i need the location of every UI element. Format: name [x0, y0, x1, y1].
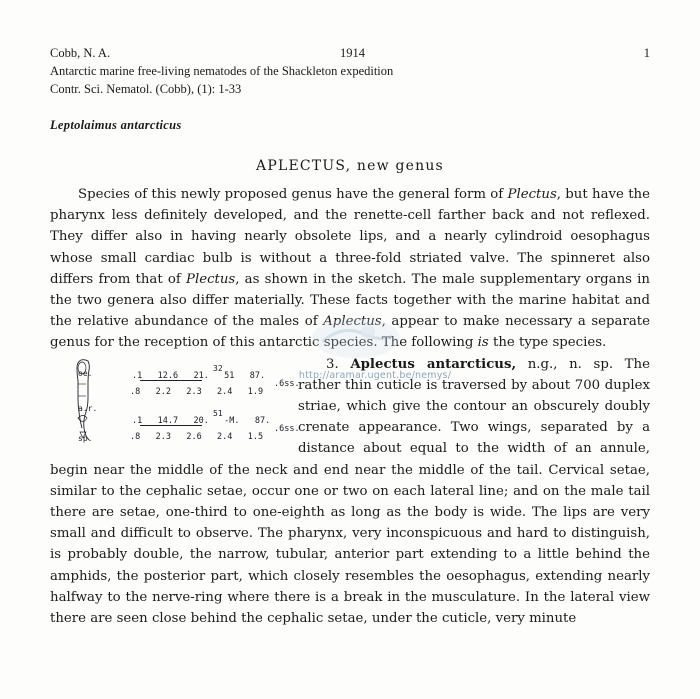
p1-text-4: , appear to make necessary a separate genus for the reception of this antarctic species. The following: [50, 314, 650, 351]
formula-r1-tail: .6ss.: [274, 378, 300, 389]
p1-italic-plectus-2: Plectus: [186, 271, 236, 287]
formula-r2-v3: 2.3: [186, 386, 202, 397]
body-text: [50, 184, 650, 629]
formula-r3-v5: 87.: [254, 415, 271, 426]
formula-r4-v4: 2.4: [217, 431, 233, 442]
p1-italic-plectus-1: Plectus: [507, 187, 557, 202]
genus-heading: APLECTUS, new genus: [256, 158, 444, 174]
formula-r4-v2: 2.3: [155, 431, 171, 442]
header-author: Cobb, N. A.: [50, 46, 111, 60]
formula-figure-container: [50, 356, 300, 448]
header-title: Antarctic marine free-living nematodes of the Shackleton expedition: [50, 64, 394, 78]
measurement-formula-figure: [50, 356, 300, 448]
paragraph-species-description: [50, 354, 650, 630]
formula-label-ar: a.r.: [78, 403, 98, 413]
p2-item-number: 3.: [326, 356, 351, 372]
formula-label-oe: oe.: [78, 368, 93, 378]
page-header: [50, 44, 650, 98]
p1-text-2: , but have the pharynx less definitely developed, and the renette-cell farther back and not reflexed. They differ also in having nearly obsolete lips, and a nearly cylindroid oesophagus whose small cardiac bulb is without a three-fold striated valve. The spinneret also differs from that of: [50, 187, 650, 287]
formula-r1-v5: 87.: [249, 370, 266, 381]
running-species-name: Leptolaimus antarcticus: [50, 118, 182, 132]
formula-r3-v4: -M.: [224, 415, 240, 426]
formula-rule-1: [140, 380, 202, 381]
header-citation: Contr. Sci. Nematol. (Cobb), (1): 1-33: [50, 82, 242, 96]
p2-species-name: Aplectus antarcticus,: [350, 356, 517, 372]
formula-r3-superscript: 51: [213, 408, 223, 418]
formula-r1-v3: 21.: [193, 370, 209, 381]
p1-text-5: the type species.: [488, 335, 607, 351]
p2-text: n.g., n. sp. The rather thin cuticle is traversed by about 700 duplex striae, which give the contour an obscurely doubly crenate appearance. Two wings, separated by a distance about equal to the width of an annule, begin near the middle of the neck and end near the middle of the tail. Cervical setae, similar to the cephalic setae, occur one or two on each lateral line; and on the male tail there are setae, one-third to one-eighth as long as the body is wide. The lips are very small and difficult to observe. The pharynx, very inconspicuous and hard to distinguish, is probably double, the narrow, tubular, anterior part extending to a little behind the amphids, the posterior part, which closely resembles the oesophagus, extending nearly halfway to the nerve-ring where there is a break in the musculature. In the lateral view there are seen close behind the cephalic setae, under the cuticle, very minute: [50, 356, 650, 627]
formula-r2-v2: 2.2: [155, 386, 171, 397]
p1-italic-is: is: [477, 335, 489, 351]
formula-r3-v3: 20.: [193, 415, 209, 426]
formula-r2-v5: 1.9: [247, 386, 264, 397]
formula-r2-v1: .8: [130, 386, 141, 397]
watermark-caption: http://aramar.ugent.be/nemys/: [298, 370, 452, 381]
formula-rule-2: [140, 425, 202, 426]
formula-r1-v1: .1: [132, 370, 143, 381]
header-page-number: 1: [643, 46, 650, 60]
formula-r1-superscript: 32: [213, 363, 223, 373]
formula-r3-v1: .1: [132, 415, 143, 426]
formula-r2-v4: 2.4: [217, 386, 233, 397]
p1-italic-aplectus: Aplectus: [323, 314, 382, 330]
header-year: 1914: [340, 46, 365, 60]
formula-r4-v5: 1.5: [247, 431, 264, 442]
formula-r4-v3: 2.6: [186, 431, 202, 442]
p1-text-1: Species of this newly proposed genus have the general form of: [78, 187, 508, 202]
header-top-row: [50, 44, 650, 62]
paragraph-genus-description: [50, 184, 650, 354]
formula-r1-v2: 12.6: [157, 370, 179, 381]
formula-r4-v1: .8: [130, 431, 141, 442]
formula-row-4: [102, 427, 263, 448]
formula-r3-v2: 14.7: [157, 415, 179, 426]
formula-row-2: [102, 382, 263, 403]
p1-text-3: , as shown in the sketch. The male supplementary organs in the two genera also differ materially. These facts together with the marine habitat and the relative abundance of the males of: [50, 271, 650, 330]
formula-label-sp: sp.: [78, 433, 93, 443]
formula-r3-tail: .6ss.: [274, 423, 300, 434]
formula-r1-v4: 51: [224, 370, 235, 381]
